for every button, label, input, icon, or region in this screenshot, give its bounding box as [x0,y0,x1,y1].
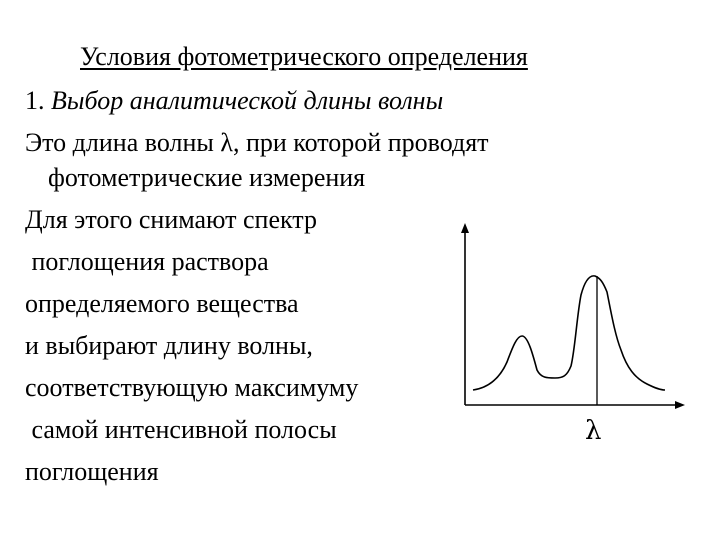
point-number: 1. [25,86,45,115]
body-line: определяемого вещества [25,289,299,318]
lambda-label: λ [585,416,602,446]
body-line: Для этого снимают спектр [25,205,317,234]
spectrum-curve [473,276,665,390]
body-line: самой интенсивной полосы [25,415,337,444]
definition-line-1: Это длина волны λ, при которой проводят [25,128,489,157]
body-line: соответствующую максимуму [25,373,359,402]
absorption-spectrum-figure [455,220,695,420]
point-heading-row [25,86,443,116]
body-line: поглощения раствора [25,247,269,276]
point-heading: Выбор аналитической длины волны [51,86,444,115]
slide-title: Условия фотометрического определения [80,42,528,71]
body-line: поглощения [25,457,159,486]
definition-line-2: фотометрические измерения [48,163,366,192]
body-line: и выбирают длину волны, [25,331,313,360]
